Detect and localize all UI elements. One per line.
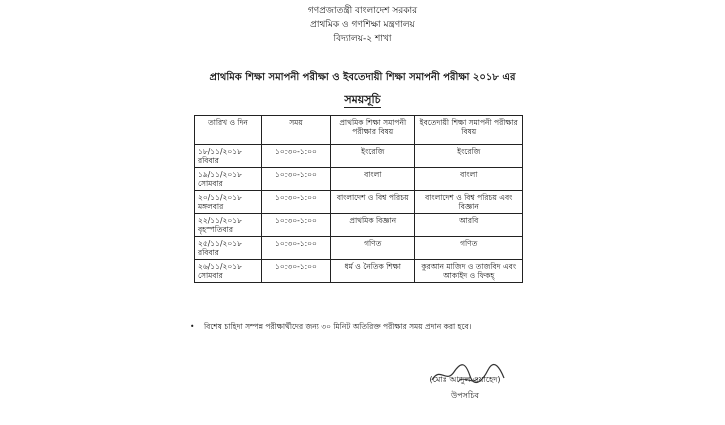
date-text: ২৫/১১/২০১৮ [198,239,243,248]
day-text: মঙ্গলবার [198,202,224,211]
section-name: বিদ্যালয়-২ শাখা [333,34,392,44]
date-text: ২৬/১১/২০১৮ [198,262,243,271]
primary-subject-cell: ইংরেজি [331,145,415,168]
date-text: ২০/১১/২০১৮ [198,193,243,202]
government-name: গণপ্রজাতন্ত্রী বাংলাদেশ সরকার [307,6,418,16]
header-primary-subject: প্রাথমিক শিক্ষা সমাপনী পরীক্ষার বিষয় [331,116,415,145]
day-text: বৃহস্পতিবার [198,225,233,234]
subtitle-text: সময়সূচি [344,93,381,106]
table-row [195,237,523,260]
date-cell [195,168,262,191]
date-cell [195,260,262,283]
table-header-row [195,116,523,145]
table-row [195,168,523,191]
date-text: ১৯/১১/২০১৮ [198,170,243,179]
signature-block [400,372,530,404]
ebtedayee-subject-cell: বাংলাদেশ ও বিশ্ব পরিচয় এবং বিজ্ঞান [415,191,523,214]
date-cell [195,191,262,214]
table-row [195,214,523,237]
time-cell: ১০:৩০-১:০০ [262,145,331,168]
ebtedayee-subject-cell: আরবি [415,214,523,237]
header-ebtedayee-subject: ইবতেদায়ী শিক্ষা সমাপনী পরীক্ষার বিষয় [415,116,523,145]
date-text: ২২/১১/২০১৮ [198,216,243,225]
date-cell [195,145,262,168]
handwritten-signature-icon [428,362,508,388]
day-text: সোমবার [198,271,223,280]
ebtedayee-subject-cell: কুরআন মাজিদ ও তাজবিদ এবং আকাইদ ও ফিকহ্ [415,260,523,283]
document-title: প্রাথমিক শিক্ষা সমাপনী পরীক্ষা ও ইবতেদায়ী শিক্ষা সমাপনী পরীক্ষা ২০১৮ এর [209,72,516,83]
primary-subject-cell: প্রাথমিক বিজ্ঞান [331,214,415,237]
ebtedayee-subject-cell: ইংরেজি [415,145,523,168]
time-cell: ১০:৩০-১:০০ [262,191,331,214]
day-text: রবিবার [198,248,219,257]
header-date: তারিখ ও দিন [195,116,262,145]
document-header [0,4,725,46]
primary-subject-cell: ধর্ম ও নৈতিক শিক্ষা [331,260,415,283]
exam-schedule-table [194,115,523,283]
date-text: ১৮/১১/২০১৮ [198,147,243,156]
signatory-designation: উপসচিব [450,391,479,400]
table-row [195,145,523,168]
document-subtitle [0,91,725,110]
primary-subject-cell: বাংলা [331,168,415,191]
signatory-name: (মোঃ আব্দুল ওয়াহেদ) [429,375,501,384]
bullet-icon: • [190,322,195,331]
ebtedayee-subject-cell: গণিত [415,237,523,260]
table-row [195,260,523,283]
time-cell: ১০:৩০-১:০০ [262,214,331,237]
time-cell: ১০:৩০-১:০০ [262,168,331,191]
date-cell [195,237,262,260]
ministry-name: প্রাথমিক ও গণশিক্ষা মন্ত্রণালয় [310,20,415,30]
time-cell: ১০:৩০-১:০০ [262,260,331,283]
primary-subject-cell: বাংলাদেশ ও বিশ্ব পরিচয় [331,191,415,214]
note-text: বিশেষ চাহিদা সম্পন্ন পরীক্ষার্থীদের জন্য ৩০ মিনিট অতিরিক্ত পরীক্ষার সময় প্রদান করা হবে। [204,322,472,331]
day-text: সোমবার [198,179,223,188]
header-time: সময় [262,116,331,145]
table-row [195,191,523,214]
primary-subject-cell: গণিত [331,237,415,260]
date-cell [195,214,262,237]
time-cell: ১০:৩০-১:০০ [262,237,331,260]
day-text: রবিবার [198,156,219,165]
ebtedayee-subject-cell: বাংলা [415,168,523,191]
note [190,322,550,332]
